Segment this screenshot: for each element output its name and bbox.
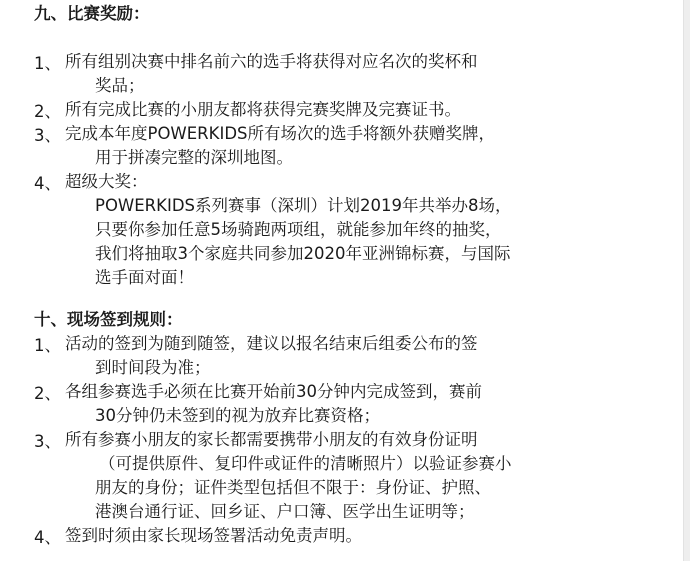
list-item-number: 2、	[34, 384, 61, 403]
list-item-text	[65, 380, 674, 428]
list-item	[34, 50, 674, 98]
text-line: 所有参赛小朋友的家长都需要携带小朋友的有效身份证明	[65, 430, 478, 449]
text-line: 超级大奖：	[65, 172, 148, 191]
list-item-text	[65, 332, 674, 380]
list-item	[34, 428, 674, 524]
awards-list	[34, 50, 674, 290]
text-line: 完成本年度POWERKIDS所有场次的选手将额外获赠奖牌，	[65, 124, 496, 143]
text-line: 所有完成比赛的小朋友都将获得完赛奖牌及完赛证书。	[65, 100, 461, 119]
list-item-text	[65, 524, 674, 548]
list-item-text	[65, 428, 674, 524]
list-item	[34, 98, 674, 122]
text-line: POWERKIDS系列赛事（深圳）计划2019年共举办8场，	[95, 196, 512, 215]
text-line: 只要你参加任意5场骑跑两项组，就能参加年终的抽奖，	[95, 220, 502, 239]
page-edge	[683, 0, 690, 561]
text-line: 选手面对面！	[95, 268, 194, 287]
text-line: 活动的签到为随到随签，建议以报名结束后组委公布的签	[65, 334, 478, 353]
list-item	[34, 380, 674, 428]
list-item-number: 2、	[34, 102, 61, 121]
text-line: 用于拼凑完整的深圳地图。	[95, 148, 293, 167]
text-line: 我们将抽取3个家庭共同参加2020年亚洲锦标赛，与国际	[95, 244, 511, 263]
list-item-number: 4、	[34, 528, 61, 547]
list-item-number: 3、	[34, 432, 61, 451]
list-item-number: 3、	[34, 126, 61, 145]
spacer	[34, 26, 674, 50]
text-line: 朋友的身份；证件类型包括但不限于：身份证、护照、	[95, 478, 491, 497]
text-line: 到时间段为准；	[95, 358, 211, 377]
list-item-text	[65, 122, 674, 170]
section-heading-checkin-rules: 十、现场签到规则：	[34, 310, 183, 329]
checkin-rules-list	[34, 332, 674, 548]
text-line: 签到时须由家长现场签署活动免责声明。	[65, 526, 362, 545]
list-item-number: 1、	[34, 54, 61, 73]
text-line: 港澳台通行证、回乡证、户口簿、医学出生证明等；	[95, 502, 475, 521]
document-body	[34, 0, 674, 548]
list-item	[34, 122, 674, 170]
text-line: 奖品；	[95, 76, 145, 95]
list-item-number: 1、	[34, 336, 61, 355]
list-item	[34, 524, 674, 548]
list-item	[34, 332, 674, 380]
list-item-text	[65, 98, 674, 122]
text-line: 30分钟仍未签到的视为放弃比赛资格；	[95, 406, 380, 425]
list-item-text	[65, 50, 674, 98]
list-item	[34, 170, 674, 290]
text-line: 各组参赛选手必须在比赛开始前30分钟内完成签到，赛前	[65, 382, 482, 401]
list-item-text	[65, 170, 674, 290]
text-line: （可提供原件、复印件或证件的清晰照片）以验证参赛小	[99, 454, 512, 473]
text-line: 所有组别决赛中排名前六的选手将获得对应名次的奖杯和	[65, 52, 478, 71]
section-heading-awards: 九、比赛奖励：	[34, 4, 150, 23]
list-item-number: 4、	[34, 174, 61, 193]
